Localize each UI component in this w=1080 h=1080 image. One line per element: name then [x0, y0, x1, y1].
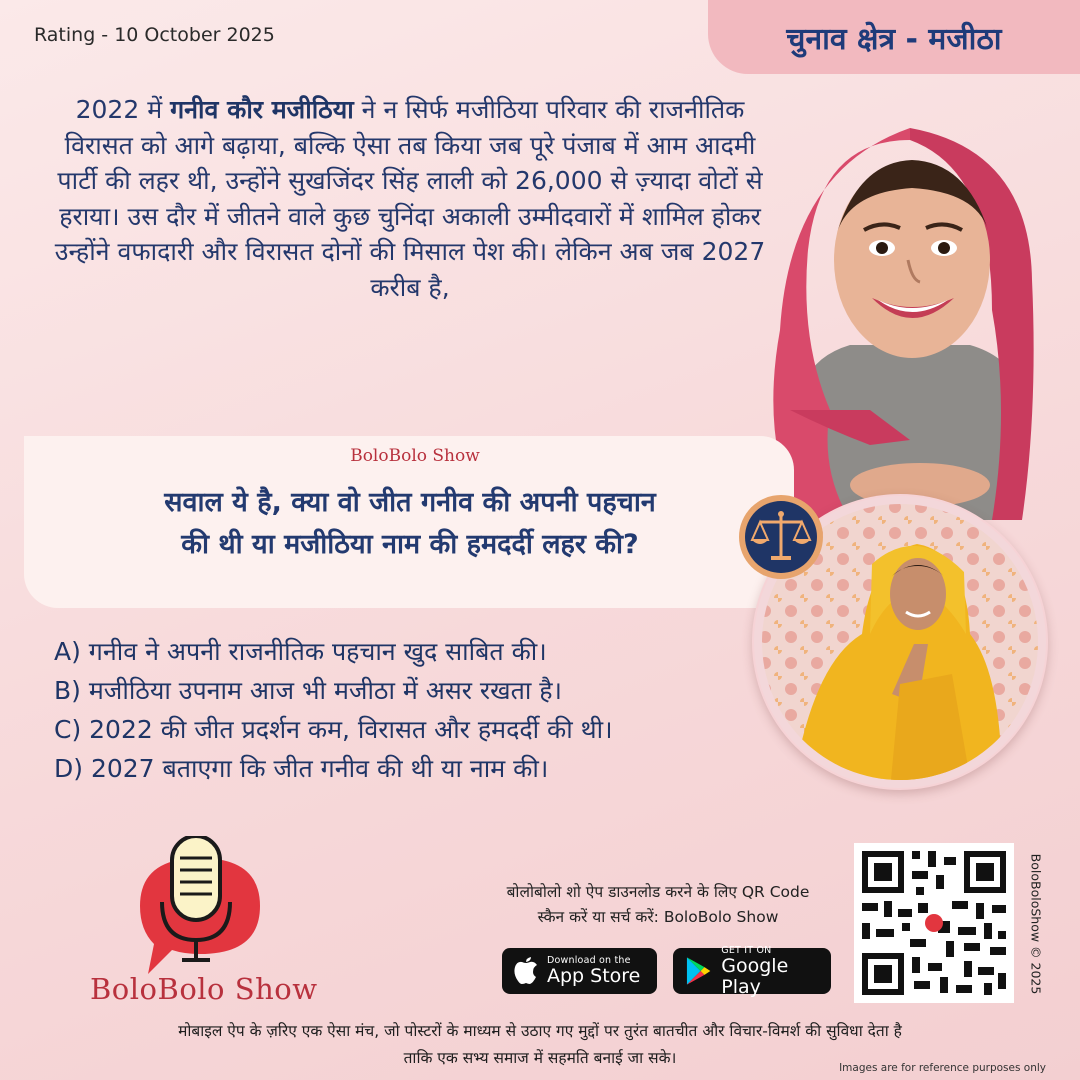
poll-question	[40, 482, 780, 566]
download-line-2: स्कैन करें या सर्च करें: BoloBolo Show	[537, 908, 779, 926]
option-b[interactable]: B) मजीठिया उपनाम आज भी मजीठा में असर रखता है।	[54, 676, 563, 705]
answer-options	[54, 632, 613, 788]
footer-line-2: ताकि एक सभ्य समाज में सहमति बनाई जा सके।	[403, 1049, 677, 1067]
google-play-icon	[685, 956, 712, 986]
candidate-name: गनीव कौर मजीठिया	[170, 95, 354, 124]
question-brand-label: BoloBolo Show	[350, 446, 480, 466]
bolobolo-microphone-logo	[88, 836, 308, 986]
app-store-label: App Store	[547, 965, 641, 987]
qr-code[interactable]	[854, 843, 1014, 1003]
constituency-title: चुनाव क्षेत्र - मजीठा	[708, 0, 1080, 74]
intro-body: ने न सिर्फ मजीठिया परिवार की राजनीतिक विरासत को आगे बढ़ाया, बल्कि ऐसा तब किया जब पूरे पंजाब में आम आदमी पार्टी की लहर थी, उन्होंने सुखजिंदर सिंह लाली को 26,000 से ज़्यादा वोटों से हराया। उस दौर में जीतने वाले कुछ चुनिंदा अकाली उम्मीदवारों में शामिल होकर उन्होंने वफादारी और विरासत दोनों की मिसाल पेश की। लेकिन अब जब 2027 करीब है,	[54, 95, 766, 302]
option-d[interactable]: D) 2027 बताएगा कि जीत गनीव की थी या नाम की।	[54, 754, 549, 783]
rating-date: Rating - 10 October 2025	[34, 24, 275, 46]
justice-scale-icon	[738, 494, 824, 580]
option-a[interactable]: A) गनीव ने अपनी राजनीतिक पहचान खुद साबित की।	[54, 637, 547, 666]
app-store-button[interactable]	[502, 948, 657, 994]
copyright-vertical-text: BoloBoloShow © 2025	[1028, 853, 1044, 995]
intro-paragraph	[50, 92, 770, 305]
google-play-small-text: GET IT ON	[721, 944, 772, 956]
option-c[interactable]: C) 2022 की जीत प्रदर्शन कम, विरासत और हमदर्दी की थी।	[54, 715, 613, 744]
intro-year: 2022 में	[75, 95, 171, 124]
question-line-2: की थी या मजीठिया नाम की हमदर्दी लहर की?	[181, 529, 639, 560]
download-line-1: बोलोबोलो शो ऐप डाउनलोड करने के लिए QR Code	[506, 883, 810, 901]
apple-icon	[514, 957, 538, 985]
google-play-button[interactable]	[673, 944, 831, 998]
question-line-1: सवाल ये है, क्या वो जीत गनीव की अपनी पहचान	[164, 487, 656, 518]
app-store-small-text: Download on the	[547, 955, 631, 966]
download-instructions	[466, 880, 850, 930]
google-play-label: Google Play	[721, 954, 789, 998]
footer-line-1: मोबाइल ऐप के ज़रिए एक ऐसा मंच, जो पोस्टरों के माध्यम से उठाए गए मुद्दों पर तुरंत बातचीत और विचार-विमर्श की सुविधा देता है	[178, 1022, 902, 1040]
image-disclaimer: Images are for reference purposes only	[839, 1062, 1046, 1074]
brand-wordmark: BoloBolo Show	[90, 972, 318, 1006]
